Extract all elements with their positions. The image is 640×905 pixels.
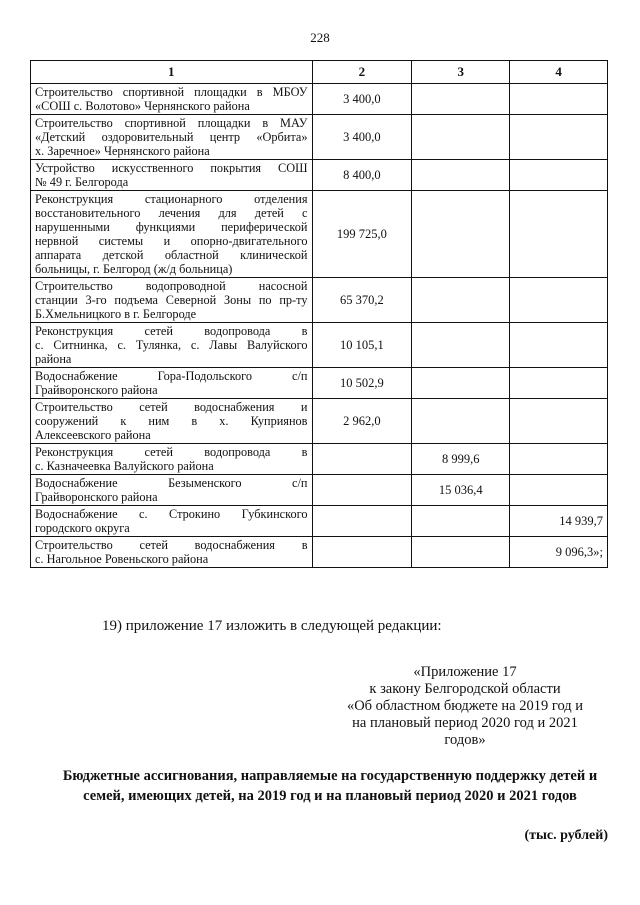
amount-cell-c4 (510, 84, 608, 115)
amount-cell-c4 (510, 278, 608, 323)
object-name-cell (31, 191, 313, 278)
appendix-line: «Об областном бюджете на 2019 год и (346, 698, 584, 714)
amount-cell-c2: 8 400,0 (312, 160, 412, 191)
amount-cell-c3 (412, 399, 510, 444)
title-line: семей, имеющих детей, на 2019 год и на плановый период 2020 и 2021 годов (83, 788, 577, 804)
amount-cell-c2: 3 400,0 (312, 84, 412, 115)
object-name-line: Строительство водопроводной насосной (35, 279, 308, 293)
amount-cell-c2 (312, 475, 412, 506)
object-name-line: с. Нагольное Ровеньского района (35, 552, 209, 566)
appendix-line: на плановый период 2020 год и 2021 (352, 715, 578, 731)
amount-cell-c3 (412, 115, 510, 160)
object-name-cell (31, 323, 313, 368)
object-name-cell (31, 84, 313, 115)
units-label: (тыс. рублей) (524, 828, 608, 843)
table-row (31, 399, 608, 444)
object-name-line: сооружений к ним в х. Куприянов (35, 414, 308, 428)
object-name-line: Строительство спортивной площадки в МАУ (35, 116, 308, 130)
object-name-line: нервной системы и опорно-двигательного (35, 234, 308, 248)
table-row (31, 537, 608, 568)
object-name-cell (31, 115, 313, 160)
amount-cell-c2: 199 725,0 (312, 191, 412, 278)
object-name-cell (31, 368, 313, 399)
object-name-line: Водоснабжение Гора-Подольского с/п (35, 369, 308, 383)
object-name-line: Реконструкция сетей водопровода в (35, 324, 308, 338)
amount-cell-c2: 10 105,1 (312, 323, 412, 368)
table-body (31, 84, 608, 568)
amount-cell-c3 (412, 191, 510, 278)
object-name-line: Строительство сетей водоснабжения и (35, 400, 308, 414)
amount-cell-c2: 65 370,2 (312, 278, 412, 323)
table-row (31, 475, 608, 506)
table-row (31, 444, 608, 475)
object-name-line: Грайворонского района (35, 490, 158, 504)
column-header: 3 (412, 61, 510, 84)
table-row (31, 323, 608, 368)
table-row (31, 506, 608, 537)
object-name-cell (31, 537, 313, 568)
object-name-line: № 49 г. Белгорода (35, 175, 129, 189)
object-name-line: Алексеевского района (35, 428, 151, 442)
amount-cell-c3 (412, 278, 510, 323)
object-name-line: аппарата детской областной клинической (35, 248, 308, 262)
object-name-cell (31, 475, 313, 506)
table-row (31, 84, 608, 115)
budget-table (30, 60, 608, 568)
document-title (40, 766, 620, 806)
object-name-line: с. Ситнинка, с. Тулянка, с. Лавы Валуйского (35, 338, 308, 352)
table-header-row (31, 61, 608, 84)
object-name-line: Строительство сетей водоснабжения в (35, 538, 308, 552)
item-19-text: 19) приложение 17 изложить в следующей редакции: (102, 618, 442, 634)
amount-cell-c3 (412, 160, 510, 191)
amount-cell-c2: 10 502,9 (312, 368, 412, 399)
table-row (31, 115, 608, 160)
amount-cell-c4 (510, 368, 608, 399)
object-name-cell (31, 278, 313, 323)
column-header: 4 (510, 61, 608, 84)
column-header: 1 (31, 61, 313, 84)
object-name-cell (31, 399, 313, 444)
object-name-line: х. Заречное» Чернянского района (35, 144, 210, 158)
object-name-cell (31, 160, 313, 191)
column-header: 2 (312, 61, 412, 84)
object-name-line: «Детский оздоровительный центр «Орбита» (35, 130, 308, 144)
amount-cell-c3 (412, 506, 510, 537)
amount-cell-c4 (510, 475, 608, 506)
object-name-line: «СОШ с. Волотово» Чернянского района (35, 99, 250, 113)
object-name-cell (31, 506, 313, 537)
amount-cell-c3 (412, 537, 510, 568)
amount-cell-c3 (412, 323, 510, 368)
table-row (31, 278, 608, 323)
appendix-line: к закону Белгородской области (369, 681, 561, 697)
amount-cell-c4 (510, 191, 608, 278)
appendix-line: «Приложение 17 (413, 664, 517, 680)
appendix-heading (330, 664, 600, 749)
amount-cell-c4 (510, 115, 608, 160)
object-name-line: больницы, г. Белгород (ж/д больница) (35, 262, 233, 276)
object-name-line: Устройство искусственного покрытия СОШ (35, 161, 308, 175)
amount-cell-c4 (510, 160, 608, 191)
object-name-line: Б.Хмельницкого в г. Белгороде (35, 307, 197, 321)
amount-cell-c4 (510, 323, 608, 368)
amount-cell-c2 (312, 444, 412, 475)
amount-cell-c2: 2 962,0 (312, 399, 412, 444)
object-name-line: городского округа (35, 521, 130, 535)
amount-cell-c4: 9 096,3»; (510, 537, 608, 568)
table-row (31, 191, 608, 278)
object-name-cell (31, 444, 313, 475)
object-name-line: станции 3-го подъема Северной Зоны по пр-ту (35, 293, 308, 307)
amount-cell-c3 (412, 368, 510, 399)
table-row (31, 368, 608, 399)
object-name-line: Водоснабжение Безыменского с/п (35, 476, 308, 490)
amount-cell-c3 (412, 84, 510, 115)
amount-cell-c4 (510, 399, 608, 444)
amount-cell-c2 (312, 506, 412, 537)
table-row (31, 160, 608, 191)
object-name-line: Реконструкция сетей водопровода в (35, 445, 308, 459)
amount-cell-c3: 15 036,4 (412, 475, 510, 506)
object-name-line: Строительство спортивной площадки в МБОУ (35, 85, 308, 99)
amount-cell-c3: 8 999,6 (412, 444, 510, 475)
amount-cell-c2: 3 400,0 (312, 115, 412, 160)
object-name-line: с. Казначеевка Валуйского района (35, 459, 214, 473)
object-name-line: района (35, 352, 72, 366)
object-name-line: нарушенными функциями периферической (35, 220, 308, 234)
amount-cell-c2 (312, 537, 412, 568)
amount-cell-c4: 14 939,7 (510, 506, 608, 537)
page-number: 228 (310, 30, 330, 45)
object-name-line: восстановительного лечения для детей с (35, 206, 308, 220)
appendix-line: годов» (444, 732, 486, 748)
object-name-line: Реконструкция стационарного отделения (35, 192, 308, 206)
object-name-line: Водоснабжение с. Строкино Губкинского (35, 507, 308, 521)
object-name-line: Грайворонского района (35, 383, 158, 397)
amount-cell-c4 (510, 444, 608, 475)
title-line: Бюджетные ассигнования, направляемые на государственную поддержку детей и (62, 768, 598, 784)
